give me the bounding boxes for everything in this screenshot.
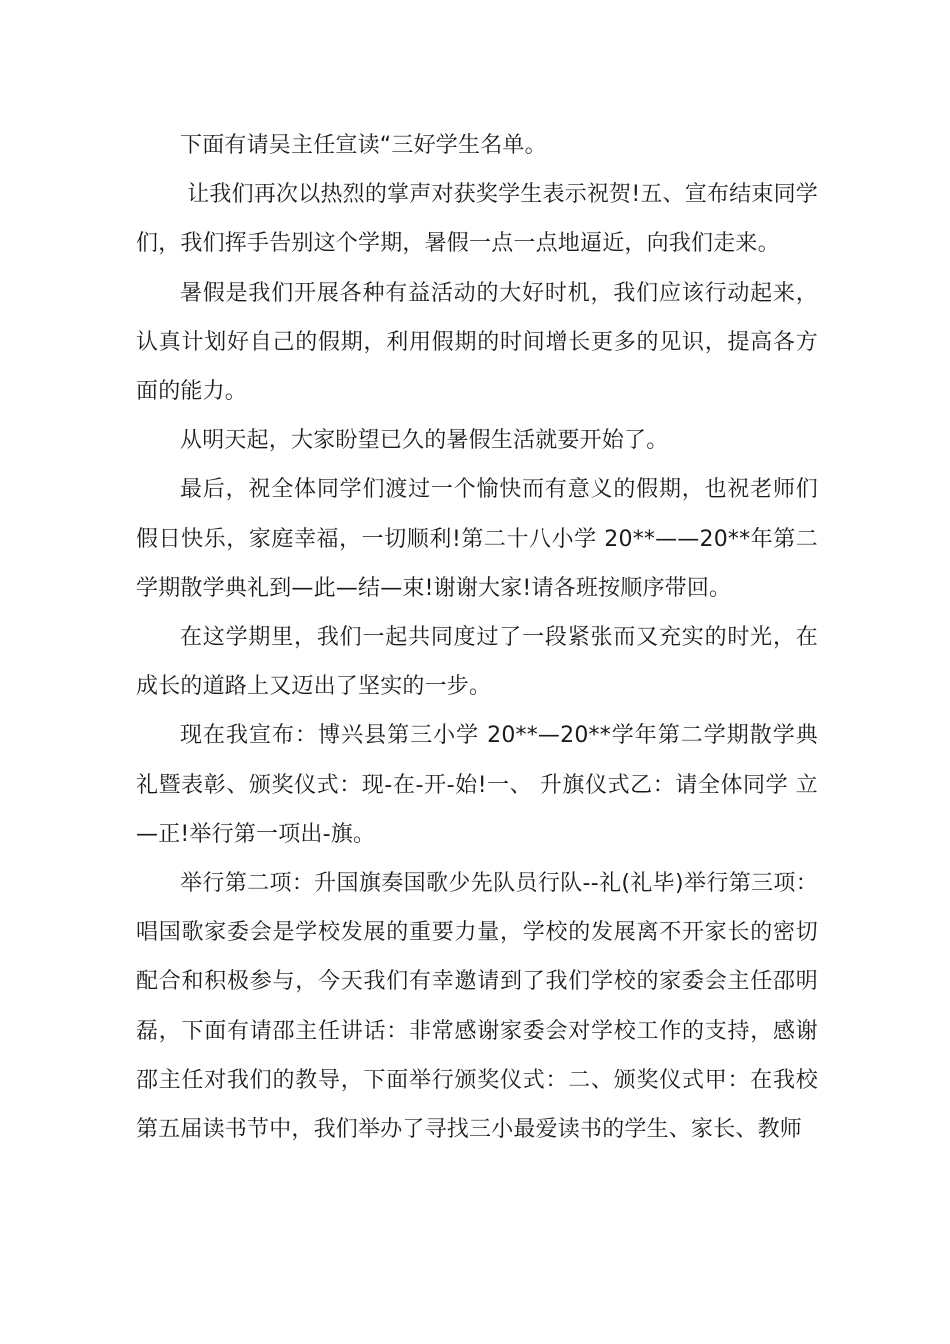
- paragraph-2: 让我们再次以热烈的掌声对获奖学生表示祝贺!五、宣布结束同学们，我们挥手告别这个学期，暑假一点一点地逼近，向我们走来。: [136, 182, 818, 257]
- paragraph-5: 最后，祝全体同学们渡过一个愉快而有意义的假期，也祝老师们假日快乐，家庭幸福，一切顺利!第二十八小学 20**——20**年第二学期散学典礼到—此—结—束!谢谢大家!请各班按顺序带回。: [136, 477, 818, 601]
- paragraph-8: 举行第二项：升国旗奏国歌少先队员行队--礼(礼毕)举行第三项：唱国歌家委会是学校发展的重要力量，学校的发展离不开家长的密切配合和积极参与，今天我们有幸邀请到了我们学校的家委会主任邵明磊，下面有请邵主任讲话：非常感谢家委会对学校工作的支持，感谢邵主任对我们的教导，下面举行颁奖仪式：二、颁奖仪式甲：在我校第五届读书节中，我们举办了寻找三小最爱读书的学生、家长、教师: [136, 871, 818, 1143]
- paragraph-7: 现在我宣布：博兴县第三小学 20**—20**学年第二学期散学典礼暨表彰、颁奖仪式：现-在-开-始!一、 升旗仪式乙：请全体同学 立—正!举行第一项出-旗。: [136, 723, 818, 847]
- document-body: [136, 121, 818, 1154]
- paragraph-3: 暑假是我们开展各种有益活动的大好时机，我们应该行动起来，认真计划好自己的假期，利用假期的时间增长更多的见识，提高各方面的能力。: [136, 280, 818, 405]
- paragraph-1: 下面有请吴主任宣读“三好学生名单。: [180, 133, 547, 158]
- paragraph-4: 从明天起，大家盼望已久的暑假生活就要开始了。: [180, 428, 669, 454]
- paragraph-6: 在这学期里，我们一起共同度过了一段紧张而又充实的时光，在成长的道路上又迈出了坚实的一步。: [136, 625, 818, 700]
